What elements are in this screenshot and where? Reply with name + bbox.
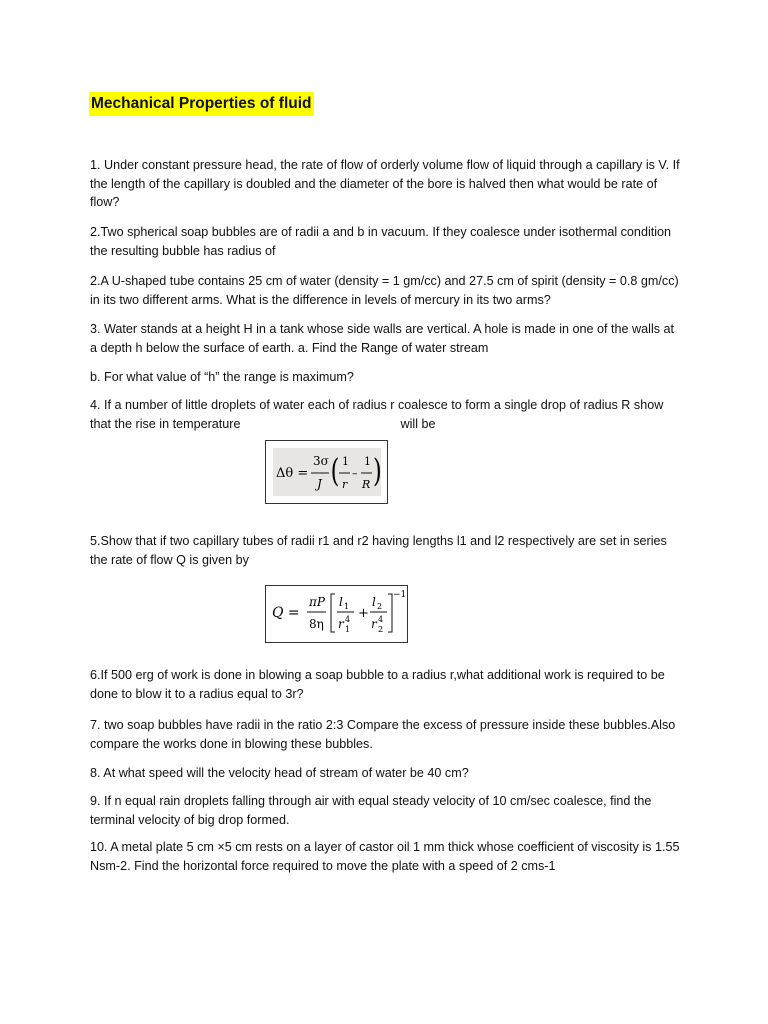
formula1-numerator: 3σ bbox=[313, 454, 329, 468]
question-3b: b. For what value of “h” the range is maximum? bbox=[90, 370, 354, 384]
series-flow-formula bbox=[265, 585, 408, 643]
formula-image-background bbox=[273, 448, 381, 496]
question-4 bbox=[90, 396, 680, 433]
formula1-operator: – bbox=[352, 467, 358, 480]
question-3a: 3. Water stands at a height H in a tank whose side walls are vertical. A hole is made in one of the walls at a depth h below the surface of earth. a. Find the Range of water stream bbox=[90, 322, 675, 355]
formula2-b-den-sub: 2 bbox=[378, 625, 384, 634]
formula2-exponent: −1 bbox=[393, 590, 407, 600]
temperature-rise-formula-svg bbox=[273, 448, 381, 496]
formula1-term1-den: r bbox=[342, 478, 348, 491]
formula2-b-num: l bbox=[372, 595, 376, 609]
formula2-a-num-sub: 1 bbox=[344, 602, 350, 611]
formula2-b-den-sup: 4 bbox=[378, 615, 384, 624]
question-2-u-tube: 2.A U-shaped tube contains 25 cm of water (density = 1 gm/cc) and 27.5 cm of spirit (density = 0.8 gm/cc) in its two different arms. What is the difference in levels of mercury in its two arms? bbox=[90, 274, 679, 307]
question-4-line-2a: that the rise in temperature bbox=[90, 416, 241, 431]
formula2-b-den: r bbox=[371, 617, 377, 631]
series-flow-formula-svg bbox=[266, 586, 407, 642]
formula1-term2-num: 1 bbox=[364, 455, 371, 468]
formula1-term1-num: 1 bbox=[342, 455, 349, 468]
formula2-denominator: 8η bbox=[309, 617, 324, 631]
question-4-line-2 bbox=[90, 415, 680, 434]
question-2: 2.Two spherical soap bubbles are of radii a and b in vacuum. If they coalesce under isothermal condition the resulting bubble has radius of bbox=[90, 225, 672, 258]
question-4-line-2b: will be bbox=[400, 416, 436, 431]
question-7: 7. two soap bubbles have radii in the ratio 2:3 Compare the excess of pressure inside these bubbles.Also compare the works done in blowing these bubbles. bbox=[90, 718, 676, 751]
question-4-line-1: 4. If a number of little droplets of water each of radius r coalesce to form a single drop of radius R show bbox=[90, 398, 664, 412]
formula2-numerator: πP bbox=[309, 595, 325, 609]
formula1-lhs: Δθ = bbox=[276, 466, 309, 481]
question-8: 8. At what speed will the velocity head of stream of water be 40 cm? bbox=[90, 766, 469, 780]
formula2-b-num-sub: 2 bbox=[377, 602, 383, 611]
formula2-lhs: Q = bbox=[272, 605, 300, 621]
formula1-term2-den: R bbox=[362, 478, 371, 491]
svg-text:(: ( bbox=[330, 451, 340, 490]
formula2-a-den-sub: 1 bbox=[345, 625, 351, 634]
question-10: 10. A metal plate 5 cm ×5 cm rests on a layer of castor oil 1 mm thick whose coefficient of viscosity is 1.55 Nsm-2. Find the horizontal force required to move the plate with a speed of 2 cms-1 bbox=[90, 840, 680, 873]
svg-text:): ) bbox=[373, 451, 381, 490]
formula2-operator: + bbox=[358, 606, 369, 621]
document-title: Mechanical Properties of fluid bbox=[89, 92, 314, 116]
question-9: 9. If n equal rain droplets falling through air with equal steady velocity of 10 cm/sec coalesce, find the terminal velocity of big drop formed. bbox=[90, 794, 652, 827]
formula1-denominator: J bbox=[317, 477, 322, 491]
question-6: 6.If 500 erg of work is done in blowing a soap bubble to a radius r,what additional work is required to be done to blow it to a radius equal to 3r? bbox=[90, 668, 665, 701]
formula2-a-den-sup: 4 bbox=[345, 615, 351, 624]
formula2-a-den: r bbox=[338, 617, 344, 631]
question-1: 1. Under constant pressure head, the rate of flow of orderly volume flow of liquid through a capillary is V. If the length of the capillary is doubled and the diameter of the bore is halved then what would be rate of flow? bbox=[90, 158, 680, 210]
formula2-a-num: l bbox=[339, 595, 343, 609]
question-5: 5.Show that if two capillary tubes of radii r1 and r2 having lengths l1 and l2 respectively are set in series the rate of flow Q is given by bbox=[90, 534, 667, 567]
temperature-rise-formula bbox=[265, 440, 388, 504]
